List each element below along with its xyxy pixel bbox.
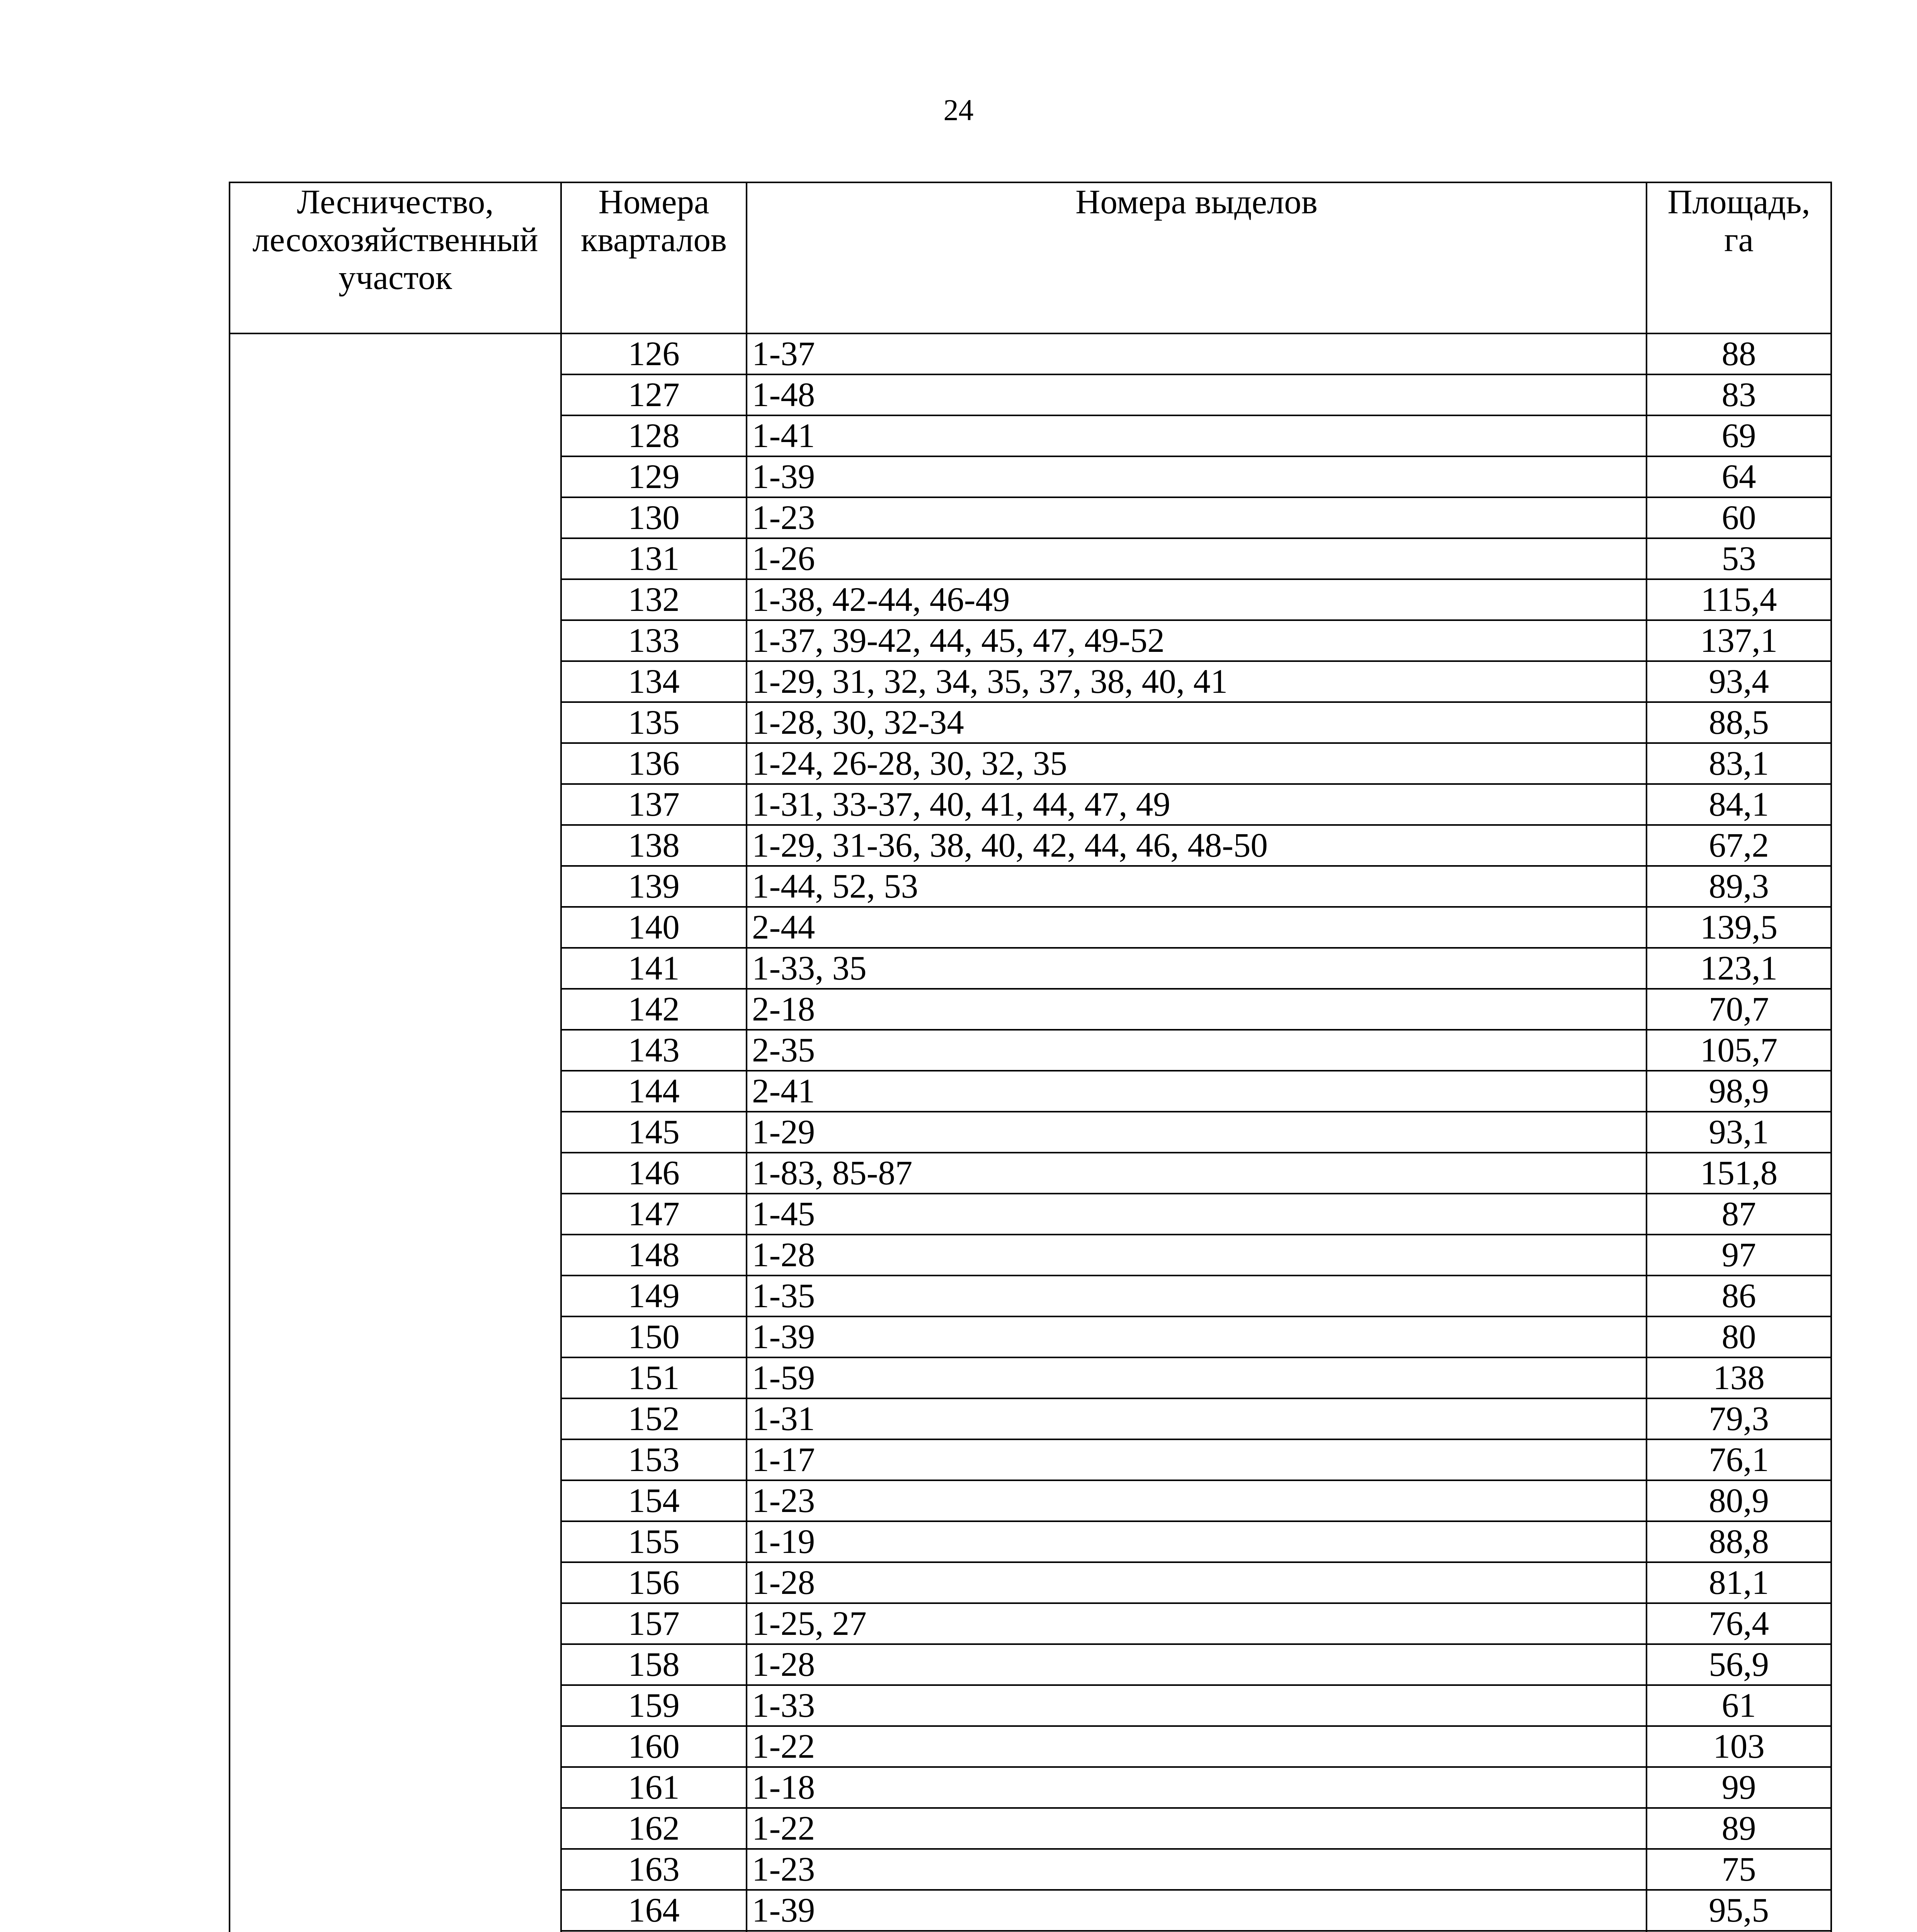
area-cell: 89 [1647, 1808, 1831, 1849]
quarter-cell: 146 [561, 1153, 747, 1194]
quarter-cell: 127 [561, 374, 747, 415]
table-body [230, 333, 1831, 1932]
area-cell: 86 [1647, 1276, 1831, 1316]
quarter-cell: 148 [561, 1235, 747, 1276]
sections-cell: 1-59 [747, 1357, 1647, 1398]
sections-cell: 1-39 [747, 1890, 1647, 1931]
sections-cell: 1-26 [747, 538, 1647, 579]
quarter-cell: 143 [561, 1030, 747, 1071]
header-area: Площадь, га [1647, 182, 1831, 333]
quarter-cell: 128 [561, 415, 747, 456]
quarter-cell: 135 [561, 702, 747, 743]
quarter-cell: 147 [561, 1194, 747, 1235]
quarter-cell: 141 [561, 948, 747, 989]
quarter-cell: 159 [561, 1685, 747, 1726]
sections-cell: 1-17 [747, 1439, 1647, 1480]
sections-cell: 1-28 [747, 1644, 1647, 1685]
area-cell: 89,3 [1647, 866, 1831, 907]
sections-cell: 1-22 [747, 1726, 1647, 1767]
area-cell: 84,1 [1647, 784, 1831, 825]
area-cell: 88 [1647, 333, 1831, 374]
area-cell: 88,5 [1647, 702, 1831, 743]
sections-cell: 1-39 [747, 456, 1647, 497]
sections-cell: 1-23 [747, 1480, 1647, 1521]
sections-cell: 1-41 [747, 415, 1647, 456]
header-sections: Номера выделов [747, 182, 1647, 333]
header-forestry: Лесничество, лесохозяйственный участок [230, 182, 561, 333]
area-cell: 137,1 [1647, 620, 1831, 661]
table-row [230, 333, 1831, 374]
area-cell: 95,5 [1647, 1890, 1831, 1931]
sections-cell: 1-28 [747, 1235, 1647, 1276]
quarter-cell: 140 [561, 907, 747, 948]
sections-cell: 1-38, 42-44, 46-49 [747, 579, 1647, 620]
area-cell: 64 [1647, 456, 1831, 497]
area-cell: 105,7 [1647, 1030, 1831, 1071]
sections-cell: 1-33 [747, 1685, 1647, 1726]
area-cell: 98,9 [1647, 1071, 1831, 1112]
sections-cell: 1-29, 31-36, 38, 40, 42, 44, 46, 48-50 [747, 825, 1647, 866]
area-cell: 76,4 [1647, 1603, 1831, 1644]
area-cell: 97 [1647, 1235, 1831, 1276]
area-cell: 75 [1647, 1849, 1831, 1890]
area-cell: 69 [1647, 415, 1831, 456]
sections-cell: 2-41 [747, 1071, 1647, 1112]
sections-cell: 2-35 [747, 1030, 1647, 1071]
quarter-cell: 133 [561, 620, 747, 661]
sections-cell: 1-23 [747, 1849, 1647, 1890]
sections-cell: 2-44 [747, 907, 1647, 948]
area-cell: 56,9 [1647, 1644, 1831, 1685]
sections-cell: 1-22 [747, 1808, 1647, 1849]
sections-cell: 1-44, 52, 53 [747, 866, 1647, 907]
quarter-cell: 134 [561, 661, 747, 702]
forestry-cell [230, 333, 561, 1932]
area-cell: 99 [1647, 1767, 1831, 1808]
sections-cell: 1-29 [747, 1112, 1647, 1153]
sections-cell: 1-37 [747, 333, 1647, 374]
quarter-cell: 150 [561, 1316, 747, 1357]
area-cell: 80 [1647, 1316, 1831, 1357]
sections-cell: 1-31, 33-37, 40, 41, 44, 47, 49 [747, 784, 1647, 825]
sections-cell: 1-33, 35 [747, 948, 1647, 989]
sections-cell: 1-35 [747, 1276, 1647, 1316]
sections-cell: 1-23 [747, 497, 1647, 538]
sections-cell: 1-19 [747, 1521, 1647, 1562]
quarter-cell: 162 [561, 1808, 747, 1849]
sections-cell: 1-18 [747, 1767, 1647, 1808]
quarter-cell: 137 [561, 784, 747, 825]
area-cell: 88,8 [1647, 1521, 1831, 1562]
area-cell: 61 [1647, 1685, 1831, 1726]
quarter-cell: 145 [561, 1112, 747, 1153]
quarter-cell: 131 [561, 538, 747, 579]
quarter-cell: 139 [561, 866, 747, 907]
area-cell: 87 [1647, 1194, 1831, 1235]
quarter-cell: 158 [561, 1644, 747, 1685]
area-cell: 81,1 [1647, 1562, 1831, 1603]
quarter-cell: 152 [561, 1398, 747, 1439]
quarter-cell: 156 [561, 1562, 747, 1603]
quarter-cell: 136 [561, 743, 747, 784]
area-cell: 60 [1647, 497, 1831, 538]
sections-cell: 1-31 [747, 1398, 1647, 1439]
quarter-cell: 153 [561, 1439, 747, 1480]
area-cell: 123,1 [1647, 948, 1831, 989]
quarter-cell: 138 [561, 825, 747, 866]
forest-quarters-table [229, 182, 1832, 1932]
quarter-cell: 132 [561, 579, 747, 620]
quarter-cell: 160 [561, 1726, 747, 1767]
quarter-cell: 151 [561, 1357, 747, 1398]
sections-cell: 1-28, 30, 32-34 [747, 702, 1647, 743]
quarter-cell: 142 [561, 989, 747, 1030]
quarter-cell: 149 [561, 1276, 747, 1316]
quarter-cell: 144 [561, 1071, 747, 1112]
area-cell: 151,8 [1647, 1153, 1831, 1194]
sections-cell: 2-18 [747, 989, 1647, 1030]
quarter-cell: 126 [561, 333, 747, 374]
quarter-cell: 154 [561, 1480, 747, 1521]
area-cell: 138 [1647, 1357, 1831, 1398]
page-number: 24 [943, 93, 974, 127]
sections-cell: 1-39 [747, 1316, 1647, 1357]
area-cell: 93,4 [1647, 661, 1831, 702]
area-cell: 115,4 [1647, 579, 1831, 620]
area-cell: 103 [1647, 1726, 1831, 1767]
quarter-cell: 130 [561, 497, 747, 538]
area-cell: 79,3 [1647, 1398, 1831, 1439]
header-quarters: Номера кварталов [561, 182, 747, 333]
quarter-cell: 155 [561, 1521, 747, 1562]
quarter-cell: 129 [561, 456, 747, 497]
area-cell: 76,1 [1647, 1439, 1831, 1480]
area-cell: 83,1 [1647, 743, 1831, 784]
table-header [230, 182, 1831, 333]
sections-cell: 1-29, 31, 32, 34, 35, 37, 38, 40, 41 [747, 661, 1647, 702]
area-cell: 93,1 [1647, 1112, 1831, 1153]
header-row [230, 182, 1831, 333]
sections-cell: 1-28 [747, 1562, 1647, 1603]
quarter-cell: 161 [561, 1767, 747, 1808]
sections-cell: 1-45 [747, 1194, 1647, 1235]
sections-cell: 1-83, 85-87 [747, 1153, 1647, 1194]
quarter-cell: 164 [561, 1890, 747, 1931]
quarter-cell: 157 [561, 1603, 747, 1644]
area-cell: 70,7 [1647, 989, 1831, 1030]
sections-cell: 1-24, 26-28, 30, 32, 35 [747, 743, 1647, 784]
quarter-cell: 163 [561, 1849, 747, 1890]
sections-cell: 1-48 [747, 374, 1647, 415]
sections-cell: 1-25, 27 [747, 1603, 1647, 1644]
area-cell: 80,9 [1647, 1480, 1831, 1521]
sections-cell: 1-37, 39-42, 44, 45, 47, 49-52 [747, 620, 1647, 661]
area-cell: 67,2 [1647, 825, 1831, 866]
area-cell: 53 [1647, 538, 1831, 579]
area-cell: 139,5 [1647, 907, 1831, 948]
area-cell: 83 [1647, 374, 1831, 415]
